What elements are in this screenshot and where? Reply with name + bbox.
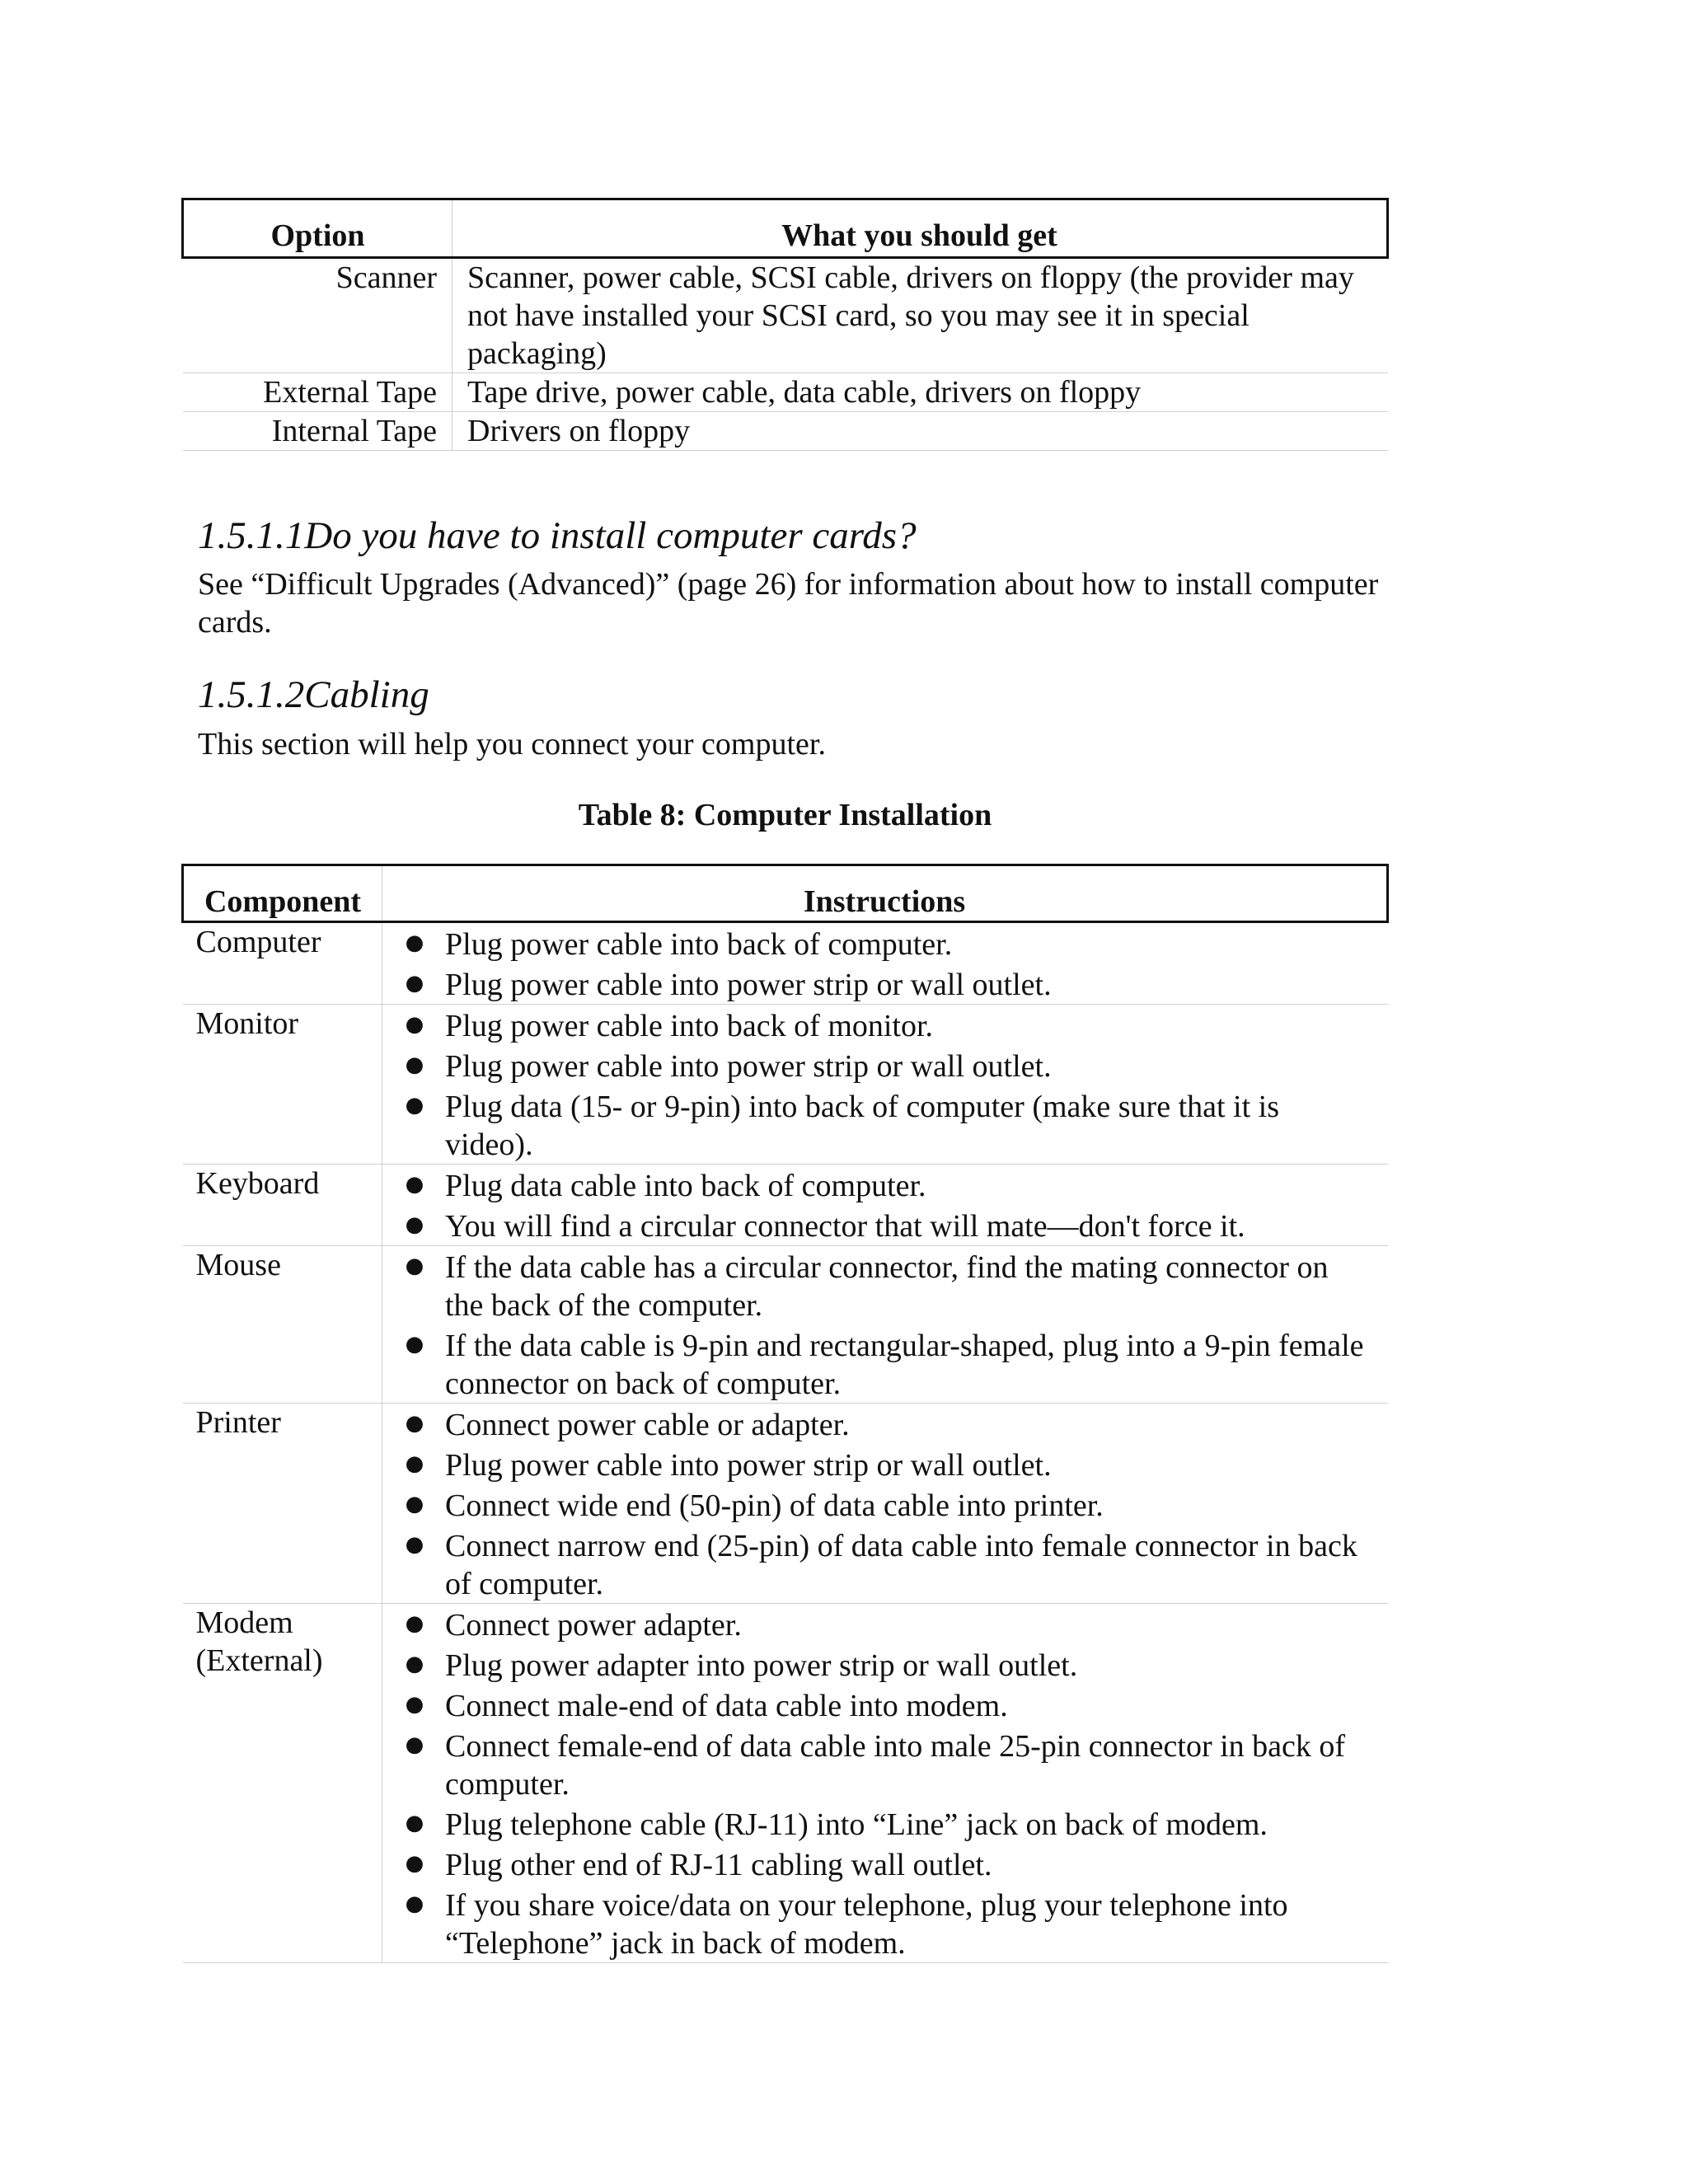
option-name: External Tape (183, 373, 452, 412)
options-table-header (183, 199, 1388, 258)
options-header-contents: What you should get (452, 199, 1388, 258)
instruction-cell (382, 1005, 1388, 1165)
instruction-item (382, 923, 1372, 963)
instruction-text: If the data cable has a circular connector, find the mating connector on the back of the computer. (445, 1250, 1329, 1323)
bullet-icon: ● (405, 1212, 424, 1237)
instruction-item (382, 1165, 1372, 1205)
section-body-cabling: This section will help you connect your computer. (198, 727, 826, 762)
bullet-icon: ● (405, 971, 424, 996)
instruction-cell (382, 1604, 1388, 1963)
options-row (183, 412, 1388, 451)
instruction-item (382, 963, 1372, 1004)
bullet-icon: ● (405, 1891, 424, 1916)
bullet-icon: ● (405, 1451, 424, 1476)
installation-header-component: Component (183, 865, 382, 922)
instruction-text: Plug power cable into power strip or wall outlet. (445, 968, 1052, 1002)
instruction-text: You will find a circular connector that will mate—don't force it. (445, 1209, 1245, 1244)
instruction-text: Connect wide end (50-pin) of data cable into printer. (445, 1488, 1104, 1523)
options-table (181, 198, 1389, 451)
option-contents: Scanner, power cable, SCSI cable, drivers on floppy (the provider may not have installed your SCSI card, so you may see it in special packaging) (452, 258, 1388, 373)
bullet-icon: ● (405, 1732, 424, 1757)
instruction-text: Connect power adapter. (445, 1608, 742, 1643)
instruction-text: Connect narrow end (25-pin) of data cable into female connector in back of computer. (445, 1529, 1357, 1601)
instruction-item (382, 1205, 1372, 1245)
bullet-icon: ● (405, 1052, 424, 1077)
component-name: Modem (External) (183, 1604, 382, 1963)
instruction-item (382, 1324, 1372, 1403)
bullet-icon: ● (405, 1411, 424, 1436)
table-caption: Table 8: Computer Installation (578, 798, 992, 832)
instruction-item (382, 1803, 1372, 1844)
instruction-item (382, 1404, 1372, 1444)
bullet-icon: ● (405, 1492, 424, 1516)
instruction-text: Plug data (15- or 9-pin) into back of computer (make sure that it is video). (445, 1090, 1280, 1162)
instruction-text: Plug power cable into power strip or wall outlet. (445, 1448, 1052, 1483)
bullet-icon: ● (405, 1851, 424, 1876)
instruction-list (382, 1604, 1372, 1962)
bullet-icon: ● (405, 1611, 424, 1636)
instruction-text: If the data cable is 9-pin and rectangular-shaped, plug into a 9-pin female connector on back of computer. (445, 1329, 1364, 1401)
bullet-icon: ● (405, 1692, 424, 1717)
installation-row-keyboard (183, 1165, 1388, 1246)
instruction-item (382, 1844, 1372, 1884)
instruction-item (382, 1604, 1372, 1644)
instruction-text: Plug power cable into back of monitor. (445, 1009, 934, 1043)
section-heading-cards: 1.5.1.1Do you have to install computer cards? (198, 514, 917, 557)
instruction-item (382, 1444, 1372, 1484)
bullet-icon: ● (405, 1093, 424, 1118)
instruction-text: Plug data cable into back of computer. (445, 1169, 926, 1203)
instruction-list (382, 1165, 1372, 1245)
instruction-cell (382, 1246, 1388, 1404)
instruction-text: Connect male-end of data cable into modem. (445, 1689, 1008, 1723)
instruction-list (382, 1246, 1372, 1403)
instruction-text: Connect female-end of data cable into male 25-pin connector in back of computer. (445, 1729, 1346, 1802)
instruction-text: Plug power cable into back of computer. (445, 927, 953, 962)
component-name: Keyboard (183, 1165, 382, 1246)
instruction-item (382, 1525, 1372, 1603)
installation-header-instructions: Instructions (382, 865, 1388, 922)
installation-row-monitor (183, 1005, 1388, 1165)
instruction-list (382, 923, 1372, 1004)
options-header-option: Option (183, 199, 452, 258)
bullet-icon: ● (405, 1332, 424, 1357)
bullet-icon: ● (405, 1254, 424, 1278)
component-name: Mouse (183, 1246, 382, 1404)
installation-row-modem (183, 1604, 1388, 1963)
option-name: Scanner (183, 258, 452, 373)
bullet-icon: ● (405, 1172, 424, 1197)
installation-row-mouse (183, 1246, 1388, 1404)
bullet-icon: ● (405, 1532, 424, 1557)
instruction-item (382, 1045, 1372, 1085)
instruction-item (382, 1644, 1372, 1685)
option-name: Internal Tape (183, 412, 452, 451)
instruction-cell (382, 1404, 1388, 1604)
options-row (183, 373, 1388, 412)
installation-table (181, 864, 1389, 1963)
instruction-text: If you share voice/data on your telephone, plug your telephone into “Telephone” jack in back of modem. (445, 1888, 1288, 1961)
instruction-item (382, 1685, 1372, 1725)
instruction-item (382, 1246, 1372, 1324)
instruction-item (382, 1884, 1372, 1962)
instruction-cell (382, 1165, 1388, 1246)
instruction-list (382, 1005, 1372, 1164)
section-body-cards: See “Difficult Upgrades (Advanced)” (page 26) for information about how to install computer cards. (198, 567, 1379, 640)
instruction-text: Plug power cable into power strip or wall outlet. (445, 1049, 1052, 1084)
option-contents: Tape drive, power cable, data cable, drivers on floppy (452, 373, 1388, 412)
instruction-item (382, 1005, 1372, 1045)
instruction-item (382, 1085, 1372, 1164)
installation-row-printer (183, 1404, 1388, 1604)
instruction-cell (382, 922, 1388, 1005)
instruction-item (382, 1725, 1372, 1803)
section-heading-cabling: 1.5.1.2Cabling (198, 673, 429, 716)
instruction-text: Plug power adapter into power strip or wall outlet. (445, 1648, 1078, 1683)
component-name: Monitor (183, 1005, 382, 1165)
instruction-text: Connect power cable or adapter. (445, 1408, 850, 1442)
installation-row-computer (183, 922, 1388, 1005)
bullet-icon: ● (405, 930, 424, 955)
component-name: Computer (183, 922, 382, 1005)
instruction-list (382, 1404, 1372, 1603)
instruction-text: Plug telephone cable (RJ-11) into “Line” jack on back of modem. (445, 1807, 1268, 1842)
instruction-text: Plug other end of RJ-11 cabling wall outlet. (445, 1848, 992, 1882)
component-name: Printer (183, 1404, 382, 1604)
bullet-icon: ● (405, 1012, 424, 1037)
option-contents: Drivers on floppy (452, 412, 1388, 451)
installation-table-header (183, 865, 1388, 922)
bullet-icon: ● (405, 1652, 424, 1676)
options-row (183, 258, 1388, 373)
bullet-icon: ● (405, 1811, 424, 1835)
instruction-item (382, 1484, 1372, 1525)
